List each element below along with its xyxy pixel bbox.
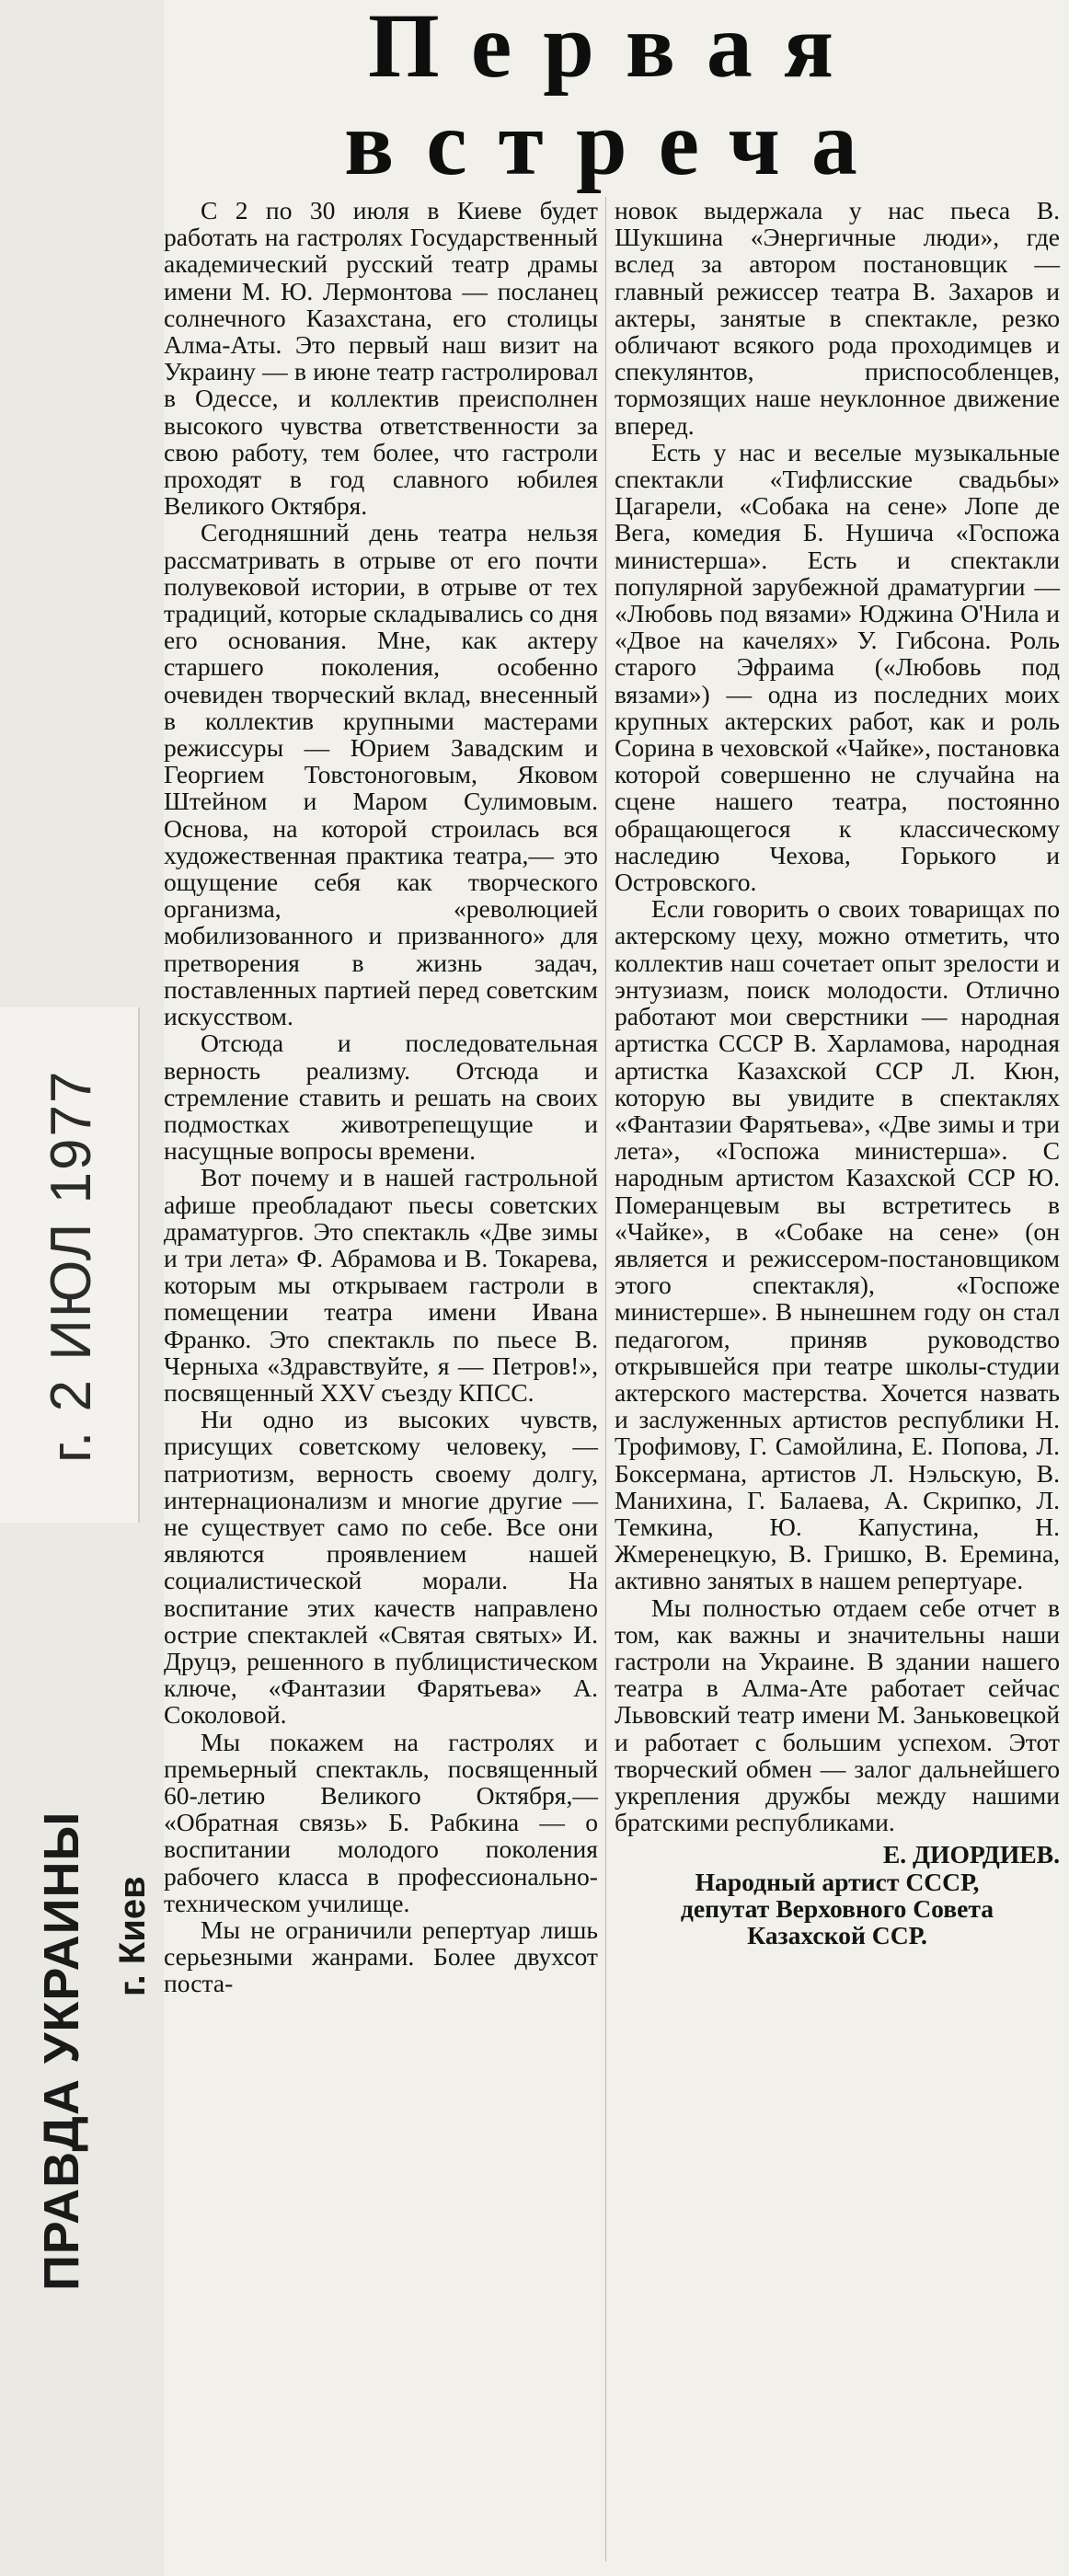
paragraph: Если говорить о своих товарищах по актерскому цеху, можно отметить, что коллектив наш сочетает опыт зрелости и энтузиазм, поиск молодости. Отлично работают мои сверстники — народная артистка СССР В. Харламова, народная артистка Казахской ССР Л. Кюн, которую вы увидите в спектаклях «Фантазии Фарятьева», «Две зимы и три лета», «Госпожа министерша». С народным артистом Казахской ССР Ю. Померанцевым вы встретитесь в «Чайке», в «Собаке на сене» (он является и режиссером-постановщиком этого спектакля), «Госпоже министерше». В нынешнем году он стал педагогом, приняв руководство открывшейся при театре школы-студии актерского мастерства. Хочется назвать и заслуженных артистов республики Н. Трофимову, Г. Самойлина, Е. Попова, Л. Боксермана, артистов Л. Нэльскую, В. Манихина, Г. Балаева, А. Скрипко, Л. Темкина, Ю. Капустина, Н. Жмеренецкую, В. Гришко, В. Еремина, активно занятых в нашем репертуаре. <box>615 894 1060 1595</box>
paragraph: Отсюда и последовательная верность реализму. Отсюда и стремление ставить и решать на своих подмостках животрепещущие и насущные вопросы времени. <box>164 1029 598 1166</box>
paragraph: новок выдержала у нас пьеса В. Шукшина «Энергичные люди», где вслед за автором постановщик — главный режиссер театра В. Захаров и актеры, занятые в спектакле, резко обличают всякого рода проходимцев и спекулянтов, приспособленцев, тормозящих наше неуклонное движение вперед. <box>615 196 1060 440</box>
paragraph: Есть у нас и веселые музыкальные спектакли «Тифлисские свадьбы» Цагарели, «Собака на сене» Лопе де Вега, комедия Б. Нушича «Госпожа министерша». Есть и спектакли популярной зарубежной драматургии — «Любовь под вязами» Юджина О'Нила и «Двое на качелях» У. Гибсона. Роль старого Эфраима («Любовь под вязами») — одна из последних моих крупных актерских работ, как и роль Сорина в чеховской «Чайке», постановка которой совершенно не случайна на сцене нашего театра, постоянно обращающегося к классическому наследию Чехова, Горького и Островского. <box>615 437 1060 897</box>
paragraph: Мы не ограничили репертуар лишь серьезными жанрами. Более двухсот поста- <box>164 1915 598 1998</box>
source-newspaper-name: ПРАВДА УКРАИНЫ <box>34 1811 89 2291</box>
paragraph: Вот почему и в нашей гастрольной афише преобладают пьесы советских драматургов. Это спектакль «Две зимы и три лета» Ф. Абрамова и В. Токарева, которым мы открываем гастроли в помещении театра имени Ивана Франко. Это спектакль по пьесе В. Черныха «Здравствуйте, я — Петров!», посвященный XXV съезду КПСС. <box>164 1163 598 1407</box>
source-city: г. Киев <box>112 1876 153 1996</box>
paragraph: Мы полностью отдаем себе отчет в том, как важны и значительны наши гастроли на Украине. В здании нашего театра в Алма-Ате работает сейчас Львовский театр имени М. Заньковецкой и работает с большим успехом. Этот творческий обмен — залог дальнейшего укрепления дружбы между нашими братскими республиками. <box>615 1593 1060 1837</box>
author-credentials-line-2: депутат Верховного Совета <box>680 1893 994 1923</box>
author-credentials-line-3: Казахской ССР. <box>747 1921 927 1949</box>
article-column-right <box>615 197 1060 1949</box>
paragraph: С 2 по 30 июля в Киеве будет работать на гастролях Государственный академический русский театр драмы имени М. Ю. Лермонтова — посланец солнечного Казахстана, его столицы Алма-Аты. Это первый наш визит на Украину — в июне театр гастролировал в Одессе, и коллектив преисполнен высокого чувства ответственности за свою работу, тем более, что гастроли проходят в год славного юбилея Великого Октября. <box>164 196 598 521</box>
paragraph: Ни одно из высоких чувств, присущих советскому человеку, — патриотизм, верность своему долгу, интернационализм и многие другие — не существует само по себе. Все они являются проявлением нашей социалистической морали. На воспитание этих качеств направлено острие спектаклей «Святая святых» И. Друцэ, решенного в публицистическом ключе, «Фантазии Фарятьева» А. Соколовой. <box>164 1405 598 1730</box>
column-divider <box>605 197 606 2561</box>
headline-line-1: Первая <box>368 0 865 97</box>
article <box>164 0 1069 2576</box>
author-signature: Е. ДИОРДИЕВ. <box>882 1840 1060 1869</box>
article-column-left <box>164 197 598 1997</box>
paragraph: Сегодняшний день театра нельзя рассматривать в отрыве от его почти полувековой истории, в отрыве от тех традиций, которые складывались со дня его основания. Мне, как актеру старшего поколения, особенно очевиден творческий вклад, внесенный в коллектив крупными мастерами режиссуры — Юрием Завадским и Георгием Товстоноговым, Яковом Штейном и Маром Сулимовым. Основа, на которой строилась вся художественная практика театра,— это ощущение себя как творческого организма, «революцией мобилизованного и призванного» для претворения в жизнь задач, поставленных партией перед советским искусством. <box>164 518 598 1031</box>
date-stamp: г. 2 ИЮЛ 1977 <box>40 1069 103 1463</box>
headline <box>164 0 1069 194</box>
headline-line-2: встреча <box>344 92 889 194</box>
author-credentials-line-1: Народный артист СССР, <box>695 1867 980 1896</box>
paragraph: Мы покажем на гастролях и премьерный спектакль, посвященный 60-летию Великого Октября,— «Обратная связь» Б. Рабкина — о воспитании молодого поколения рабочего класса в профессионально-техническом училище. <box>164 1727 598 1917</box>
